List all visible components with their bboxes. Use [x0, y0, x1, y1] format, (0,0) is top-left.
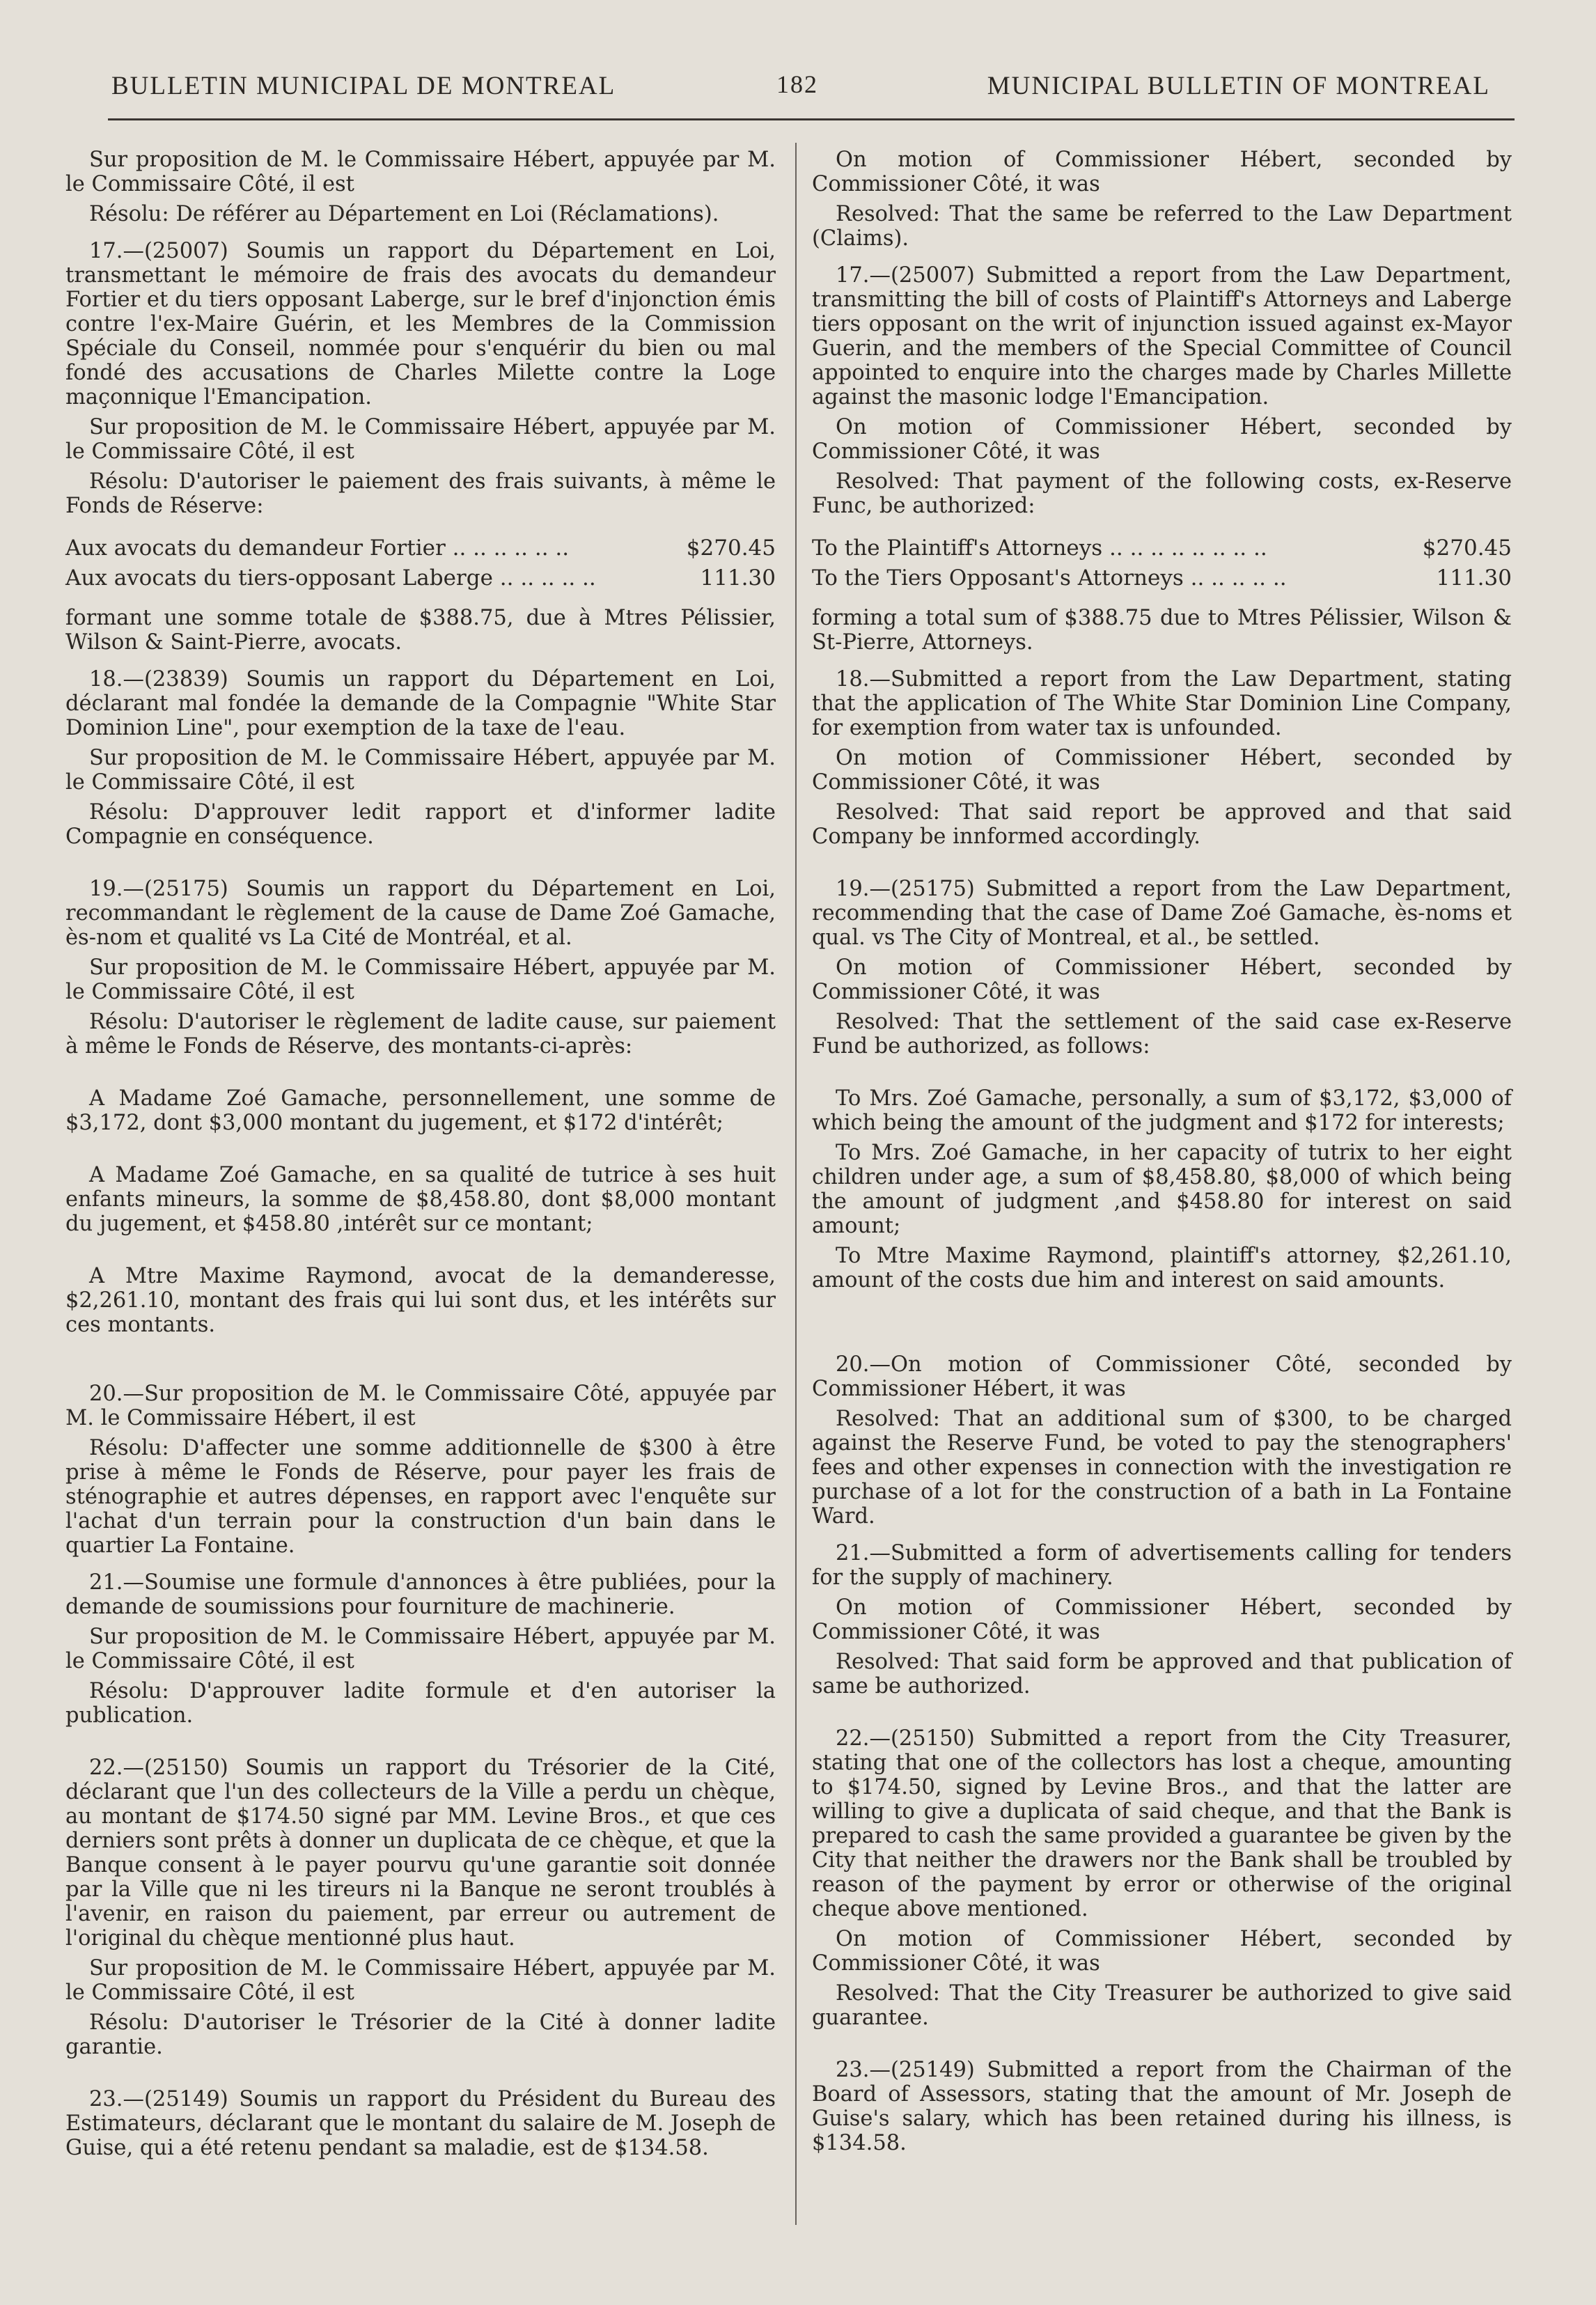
en-cost-label: To the Tiers Opposant's Attorneys .. .. .. .. .. [812, 565, 1287, 591]
fr-19-payment-b: A Madame Zoé Gamache, en sa qualité de tutrice à ses huit enfants mineurs, la somme de $8,458.80, dont $8,000 montant du jugement, et $458.80 ,intérêt sur ce montant; [65, 1163, 776, 1236]
fr-18-motion: Sur proposition de M. le Commissaire Hébert, appuyée par M. le Commissaire Côté, il est [65, 746, 776, 795]
en-17-cost-list [812, 533, 1512, 593]
fr-item-18: 18.—(23839) Soumis un rapport du Département en Loi, déclarant mal fondée la demande de la Compagnie "White Star Dominion Line", pour exemption de la taxe de l'eau. [65, 667, 776, 740]
en-item-18: 18.—Submitted a report from the Law Department, stating that the application of The White Star Dominion Line Company, for exemption from water tax is unfounded. [812, 667, 1512, 740]
en-18-resolved: Resolved: That said report be approved and that said Company be innformed accordingly. [812, 800, 1512, 849]
column-divider [795, 143, 797, 2225]
fr-18-resolu: Résolu: D'approuver ledit rapport et d'informer ladite Compagnie en conséquence. [65, 800, 776, 849]
header-title-french: BULLETIN MUNICIPAL DE MONTREAL [111, 72, 616, 100]
en-17-resolved: Resolved: That payment of the following costs, ex-Reserve Func, be authorized: [812, 469, 1512, 518]
en-item-17: 17.—(25007) Submitted a report from the Law Department, transmitting the bill of costs of Plaintiff's Attorneys and Laberge tiers opposant on the writ of injunction issued against ex-Mayor Guerin, and the members of the Special Committee of Council appointed to enquire into the charges made by Charles Millette against the masonic lodge l'Emancipation. [812, 263, 1512, 409]
page-header [111, 67, 1490, 109]
en-item-21: 21.—Submitted a form of advertisements calling for tenders for the supply of machinery. [812, 1541, 1512, 1590]
fr-17-resolu: Résolu: D'autoriser le paiement des frais suivants, à même le Fonds de Réserve: [65, 469, 776, 518]
fr-item-22: 22.—(25150) Soumis un rapport du Trésorier de la Cité, déclarant que l'un des collecteurs de la Ville a perdu un chèque, au montant de $174.50 signé par MM. Levine Bros., et que ces derniers sont prêts à donner un duplicata de ce chèque, et que la Banque consent à le payer pourvu qu'une garantie soit donnée par la Ville que ni les tireurs ni la Banque ne seront troublés à l'avenir, en raison du paiement, par erreur ou autrement de l'original du chèque mentionné plus haut. [65, 1756, 776, 1951]
fr-17-cost-list [65, 533, 776, 593]
fr-17-total: formant une somme totale de $388.75, due à Mtres Pélissier, Wilson & Saint-Pierre, avocats. [65, 606, 776, 655]
fr-cost-amount: 111.30 [700, 565, 776, 591]
en-item-22: 22.—(25150) Submitted a report from the City Treasurer, stating that one of the collectors has lost a cheque, amounting to $174.50, signed by Levine Bros., and that the latter are willing to give a duplicata of said cheque, and that the Bank is prepared to cash the same provided a guarantee be given by the City that neither the drawers nor the Bank shall be troubled by reason of the payment by error or otherwise of the original cheque above mentioned. [812, 1726, 1512, 1921]
en-22-motion: On motion of Commissioner Hébert, seconded by Commissioner Côté, it was [812, 1927, 1512, 1976]
english-column [812, 148, 1512, 2155]
en-cost-amount: 111.30 [1436, 565, 1512, 591]
fr-cost-item [65, 533, 776, 563]
en-19-payment-c: To Mtre Maxime Raymond, plaintiff's attorney, $2,261.10, amount of the costs due him and interest on said amounts. [812, 1244, 1512, 1292]
en-cost-item [812, 533, 1512, 563]
fr-item-19: 19.—(25175) Soumis un rapport du Département en Loi, recommandant le règlement de la cause de Dame Zoé Gamache, ès-nom et qualité vs La Cité de Montréal, et al. [65, 877, 776, 950]
fr-21-motion: Sur proposition de M. le Commissaire Hébert, appuyée par M. le Commissaire Côté, il est [65, 1625, 776, 1673]
en-21-resolved: Resolved: That said form be approved and that publication of same be authorized. [812, 1650, 1512, 1698]
en-19-payment-a: To Mrs. Zoé Gamache, personally, a sum of $3,172, $3,000 of which being the amount of the judgment and $172 for interests; [812, 1086, 1512, 1135]
en-21-motion: On motion of Commissioner Hébert, seconded by Commissioner Côté, it was [812, 1595, 1512, 1644]
en-p1-motion: On motion of Commissioner Hébert, seconded by Commissioner Côté, it was [812, 148, 1512, 196]
en-item-20: 20.—On motion of Commissioner Côté, seconded by Commissioner Hébert, it was [812, 1352, 1512, 1401]
fr-item-23: 23.—(25149) Soumis un rapport du Président du Bureau des Estimateurs, déclarant que le montant du salaire de M. Joseph de Guise, qui a été retenu pendant sa maladie, est de $134.58. [65, 2087, 776, 2160]
fr-p1-resolu: Résolu: De référer au Département en Loi (Réclamations). [89, 202, 719, 226]
header-title-english: MUNICIPAL BULLETIN OF MONTREAL [987, 72, 1490, 100]
fr-item-20: 20.—Sur proposition de M. le Commissaire Côté, appuyée par M. le Commissaire Hébert, il est [65, 1382, 776, 1430]
fr-21-resolu: Résolu: D'approuver ladite formule et d'en autoriser la publication. [65, 1679, 776, 1728]
en-22-resolved: Resolved: That the City Treasurer be authorized to give said guarantee. [812, 1981, 1512, 2030]
page-number: 182 [776, 70, 818, 98]
en-20-resolved: Resolved: That an additional sum of $300, to be charged against the Reserve Fund, be voted to pay the stenographers' fees and other expenses in connection with the investigation re purchase of a lot for the construction of a bath in La Fontaine Ward. [812, 1407, 1512, 1529]
fr-19-payment-c: A Mtre Maxime Raymond, avocat de la demanderesse, $2,261.10, montant des frais qui lui sont dus, et les intérêts sur ces montants. [65, 1264, 776, 1337]
fr-cost-item [65, 563, 776, 593]
fr-item-21: 21.—Soumise une formule d'annonces à être publiées, pour la demande de soumissions pour fourniture de machinerie. [65, 1570, 776, 1619]
fr-cost-amount: $270.45 [686, 536, 776, 561]
fr-17-motion: Sur proposition de M. le Commissaire Hébert, appuyée par M. le Commissaire Côté, il est [65, 415, 776, 464]
en-19-payment-b: To Mrs. Zoé Gamache, in her capacity of tutrix to her eight children under age, a sum of $8,458.80, $8,000 of which being the amount of judgment ,and $458.80 for interest on said amount; [812, 1141, 1512, 1238]
fr-20-resolu: Résolu: D'affecter une somme additionnelle de $300 à être prise à même le Fonds de Réserve, pour payer les frais de sténographie et autres dépenses, en rapport avec l'enquête sur l'achat d'un terrain pour la construction d'un bain dans le quartier La Fontaine. [65, 1436, 776, 1558]
en-cost-amount: $270.45 [1422, 536, 1512, 561]
en-17-motion: On motion of Commissioner Hébert, seconded by Commissioner Côté, it was [812, 415, 1512, 464]
fr-22-resolu: Résolu: D'autoriser le Trésorier de la Cité à donner ladite garantie. [65, 2010, 776, 2059]
en-item-19: 19.—(25175) Submitted a report from the Law Department, recommending that the case of Dame Zoé Gamache, ès-noms et qual. vs The City of Montreal, et al., be settled. [812, 877, 1512, 950]
en-17-total: forming a total sum of $388.75 due to Mtres Pélissier, Wilson & St-Pierre, Attorneys. [812, 606, 1512, 655]
fr-22-motion: Sur proposition de M. le Commissaire Hébert, appuyée par M. le Commissaire Côté, il est [65, 1956, 776, 2005]
fr-19-resolu: Résolu: D'autoriser le règlement de ladite cause, sur paiement à même le Fonds de Réserve, des montants-ci-après: [65, 1010, 776, 1058]
en-19-motion: On motion of Commissioner Hébert, seconded by Commissioner Côté, it was [812, 955, 1512, 1004]
french-column [65, 148, 776, 2160]
fr-p1-motion: Sur proposition de M. le Commissaire Hébert, appuyée par M. le Commissaire Côté, il est [65, 148, 776, 196]
fr-cost-label: Aux avocats du demandeur Fortier .. .. .. .. .. .. [65, 536, 570, 561]
en-p1-resolved: Resolved: That the same be referred to the Law Department (Claims). [812, 202, 1512, 251]
en-18-motion: On motion of Commissioner Hébert, seconded by Commissioner Côté, it was [812, 746, 1512, 795]
fr-19-payment-a: A Madame Zoé Gamache, personnellement, une somme de $3,172, dont $3,000 montant du jugement, et $172 d'intérêt; [65, 1086, 776, 1135]
en-cost-label: To the Plaintiff's Attorneys .. .. .. .. .. .. .. .. [812, 536, 1267, 561]
fr-19-motion: Sur proposition de M. le Commissaire Hébert, appuyée par M. le Commissaire Côté, il est [65, 955, 776, 1004]
fr-item-17: 17.—(25007) Soumis un rapport du Département en Loi, transmettant le mémoire de frais des avocats du demandeur Fortier et du tiers opposant Laberge, sur le bref d'injonction émis contre l'ex-Maire Guérin, et les Membres de la Commission Spéciale du Conseil, nommée pour s'enquérir du bien ou mal fondé des accusations de Charles Milette contre la Loge maçonnique l'Emancipation. [65, 239, 776, 409]
en-19-resolved: Resolved: That the settlement of the said case ex-Reserve Fund be authorized, as follows: [812, 1010, 1512, 1058]
en-item-23: 23.—(25149) Submitted a report from the Chairman of the Board of Assessors, stating that the amount of Mr. Joseph de Guise's salary, which has been retained during his illness, is $134.58. [812, 2058, 1512, 2155]
fr-cost-label: Aux avocats du tiers-opposant Laberge .. .. .. .. .. [65, 565, 596, 591]
header-rule [108, 118, 1515, 120]
en-cost-item [812, 563, 1512, 593]
